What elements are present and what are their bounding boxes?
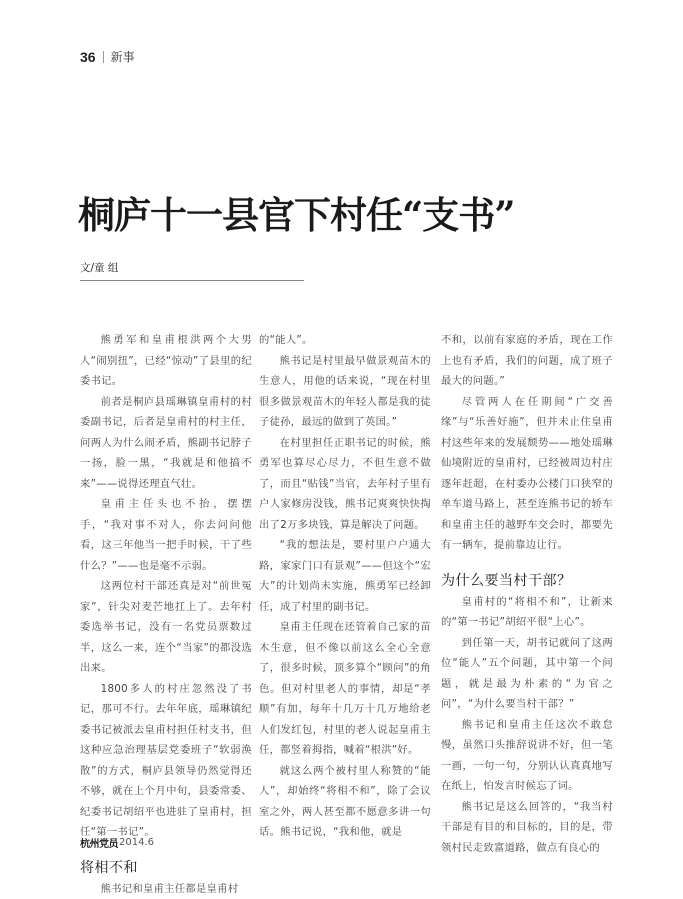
paragraph: 这两位村干部还真是对“前世冤家”，针尖对麦芒地扛上了。去年村委选举书记，没有一名党员票数过半，这么一来，连个“当家”的都没选出来。: [80, 576, 252, 679]
paragraph: 熊书记和皇甫主任都是皇甫村: [80, 879, 252, 899]
subheading: 将相不和: [80, 857, 252, 879]
page-number: 36: [80, 49, 96, 65]
article-column-3: [441, 330, 613, 858]
paragraph: 皇甫主任现在还管着自己家的苗木生意，但不像以前这么全心全意了，很多时候，顶多算个“顾问”的角色。但对村里老人的事情，却是“孝顺”有加，每年十几万十几万地给老人们发红包，村里的老人说起皇甫主任，都竖着拇指，喊着“根洪”好。: [259, 617, 431, 761]
paragraph: 不和，以前有家庭的矛盾，现在工作上也有矛盾，我们的问题，成了班子最大的问题。”: [441, 330, 613, 392]
subheading: 为什么要当村干部？: [441, 570, 613, 592]
article-title: 桐庐十一县官下村任“支书”: [78, 185, 515, 239]
article-column-1: [80, 330, 252, 899]
paragraph: 皇甫主任头也不抬，摆摆手，“我对事不对人，你去问问他看，这三年他当一把手时候，干了些什么？”——也是毫不示弱。: [80, 494, 252, 576]
page-footer: [80, 835, 154, 850]
article-column-2: [259, 330, 431, 843]
magazine-logo: 杭州党员: [80, 835, 118, 850]
paragraph: 到任第一天，胡书记就问了这两位“能人”五个问题，其中第一个问题，就是最为朴素的“为官之问”，“为什么要当村干部？”: [441, 633, 613, 715]
paragraph: 熊书记和皇甫主任这次不敢怠慢，虽然口头推辞说讲不好，但一笔一画，一句一句，分别认认真真地写在纸上，怕发言时候忘了词。: [441, 715, 613, 797]
byline-rule: [80, 280, 304, 281]
header-divider: [103, 51, 104, 63]
paragraph: 就这么两个被村里人称赞的“能人”，却始终“将相不和”，除了会议室之外，两人甚至都不愿意多讲一句话。熊书记说，“我和他，就是: [259, 761, 431, 843]
paragraph: 前者是桐庐县瑶琳镇皇甫村的村委副书记，后者是皇甫村的村主任，问两人为什么闹矛盾，熊副书记脖子一扬，脸一黑，“我就是和他搞不来”——说得还理直气壮。: [80, 392, 252, 495]
paragraph: 熊书记是村里最早做景观苗木的生意人，用他的话来说，“现在村里很多做景观苗木的年轻人都是我的徒子徒孙，最远的做到了英国。”: [259, 351, 431, 433]
paragraph: 尽管两人在任期间“广交善缘”与“乐善好施”，但并未止住皇甫村这些年来的发展颓势——地处瑶琳仙境附近的皇甫村，已经被周边村庄逐年赶超，在村委办公楼门口狭窄的单车道马路上，甚至连熊书记的轿车和皇甫主任的越野车交会时，都要先有一辆车，提前靠边让行。: [441, 392, 613, 556]
paragraph: 熊勇军和皇甫根洪两个大男人“闹别扭”，已经“惊动”了县里的纪委书记。: [80, 330, 252, 392]
paragraph: 的“能人”。: [259, 330, 431, 351]
section-label: 新事: [111, 48, 135, 65]
issue-date: 2014.6: [119, 837, 154, 848]
paragraph: 熊书记是这么回答的，“我当村干部是有目的和目标的，目的是，带领村民走致富道路，做点有良心的: [441, 797, 613, 859]
page-header: [80, 48, 135, 65]
byline: 文/童 组: [80, 260, 118, 275]
paragraph: 1800多人的村庄忽然没了书记，那可不行。去年年底，瑶琳镇纪委书记被派去皇甫村担任村支书，但这种应急治理基层党委班子“软弱涣散”的方式，桐庐县领导仍然觉得还不够，就在上个月中旬，县委常委、纪委书记胡绍平也进驻了皇甫村，担任“第一书记”。: [80, 679, 252, 843]
paragraph: 在村里担任正职书记的时候，熊勇军也算尽心尽力，不但生意不做了，而且“贴钱”当官，去年村子里有户人家修房没钱，熊书记爽爽快快掏出了2万多块钱，算是解决了问题。: [259, 433, 431, 536]
paragraph: 皇甫村的“将相不和”，让新来的“第一书记”胡绍平很“上心”。: [441, 592, 613, 633]
paragraph: “我的想法是，要村里户户通大路，家家门口有景观”——但这个“宏大”的计划尚未实施，熊勇军已经卸任，成了村里的副书记。: [259, 535, 431, 617]
